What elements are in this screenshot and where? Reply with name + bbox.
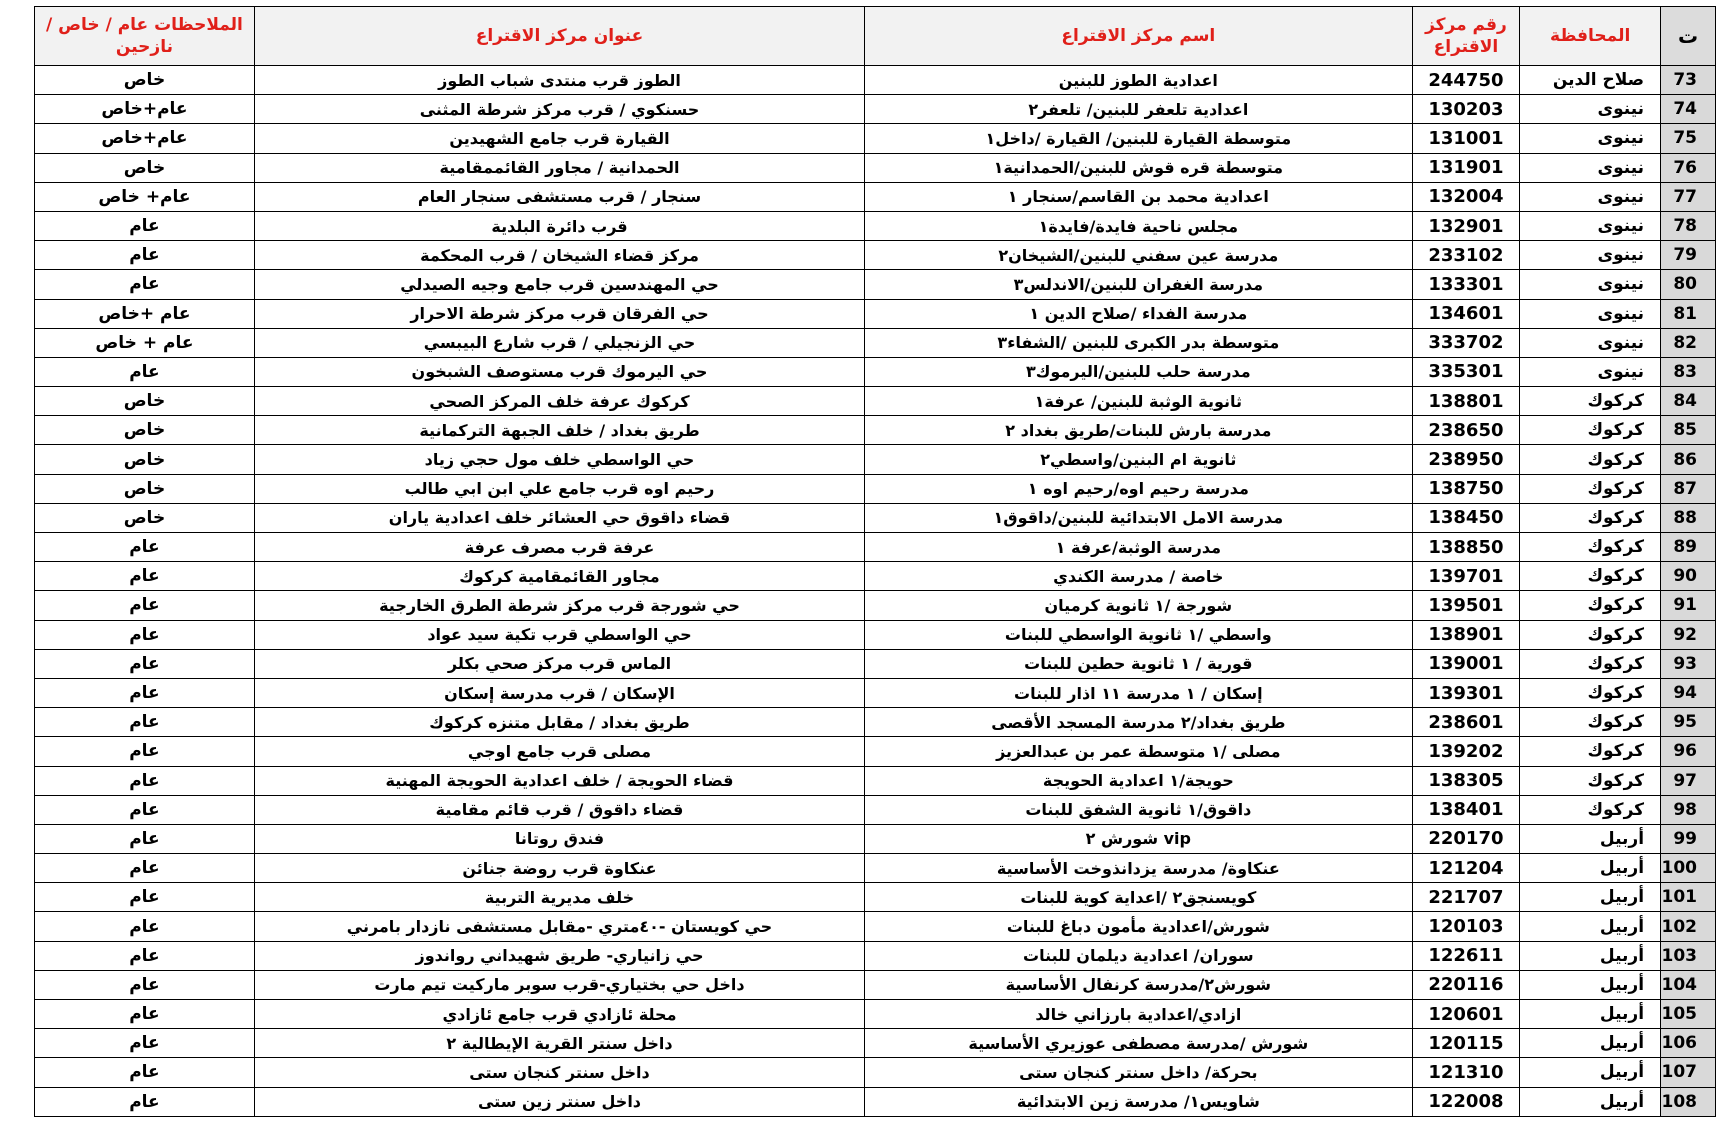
cell-center-address: حي الواسطي قرب تكية سيد عواد	[254, 620, 864, 649]
cell-governorate: كركوك	[1520, 708, 1661, 737]
cell-center-name: واسطي /١ ثانوية الواسطي للبنات	[865, 620, 1413, 649]
cell-center-number: 120601	[1412, 1000, 1520, 1029]
table-row	[35, 270, 1716, 299]
cell-seq: 80	[1661, 270, 1716, 299]
table-row	[35, 95, 1716, 124]
table-row	[35, 678, 1716, 707]
cell-center-number: 138450	[1412, 503, 1520, 532]
cell-center-number: 138305	[1412, 766, 1520, 795]
table-row	[35, 387, 1716, 416]
cell-center-address: حي المهندسين قرب جامع وجيه الصيدلي	[254, 270, 864, 299]
cell-center-number: 133301	[1412, 270, 1520, 299]
cell-seq: 73	[1661, 66, 1716, 95]
cell-seq: 102	[1661, 912, 1716, 941]
cell-seq: 78	[1661, 211, 1716, 240]
table-row	[35, 124, 1716, 153]
cell-center-number: 221707	[1412, 883, 1520, 912]
cell-notes: عام+خاص	[35, 95, 255, 124]
table-row	[35, 766, 1716, 795]
cell-center-name: داقوق/١ ثانوية الشفق للبنات	[865, 795, 1413, 824]
cell-center-address: حي كويستان -٤٠متري -مقابل مستشفى نازدار بامرني	[254, 912, 864, 941]
cell-notes: عام	[35, 912, 255, 941]
table-row	[35, 474, 1716, 503]
cell-notes: عام	[35, 270, 255, 299]
cell-center-name: حويجة/١ اعدادية الحويجة	[865, 766, 1413, 795]
table-row	[35, 533, 1716, 562]
cell-center-address: حي شورجة قرب مركز شرطة الطرق الخارجية	[254, 591, 864, 620]
cell-center-name: خاصة / مدرسة الكندي	[865, 562, 1413, 591]
cell-center-address: حي الزنجيلي / قرب شارع البيبسي	[254, 328, 864, 357]
cell-governorate: نينوى	[1520, 124, 1661, 153]
cell-notes: خاص	[35, 416, 255, 445]
cell-center-name: مدرسة رحيم اوه/رحيم اوه ١	[865, 474, 1413, 503]
cell-governorate: كركوك	[1520, 503, 1661, 532]
cell-center-address: الطوز قرب منتدى شباب الطوز	[254, 66, 864, 95]
cell-center-number: 132004	[1412, 182, 1520, 211]
table-row	[35, 503, 1716, 532]
cell-governorate: أربيل	[1520, 970, 1661, 999]
cell-center-address: فندق روتانا	[254, 824, 864, 853]
cell-center-address: محلة ئازادي قرب جامع ئازادي	[254, 1000, 864, 1029]
cell-center-name: مدرسة عين سفني للبنين/الشيخان٢	[865, 241, 1413, 270]
cell-notes: عام	[35, 591, 255, 620]
cell-governorate: أربيل	[1520, 941, 1661, 970]
table-row	[35, 182, 1716, 211]
table-row	[35, 211, 1716, 240]
cell-seq: 74	[1661, 95, 1716, 124]
header-governorate: المحافظة	[1520, 7, 1661, 66]
cell-governorate: كركوك	[1520, 387, 1661, 416]
cell-center-number: 138850	[1412, 533, 1520, 562]
cell-notes: خاص	[35, 153, 255, 182]
cell-center-number: 138401	[1412, 795, 1520, 824]
table-row	[35, 824, 1716, 853]
cell-center-name: شورجة /١ ثانوية كرميان	[865, 591, 1413, 620]
cell-center-name: كويسنجق٢ /اعداية كوية للبنات	[865, 883, 1413, 912]
table-row	[35, 649, 1716, 678]
cell-center-number: 138801	[1412, 387, 1520, 416]
cell-center-number: 130203	[1412, 95, 1520, 124]
cell-seq: 89	[1661, 533, 1716, 562]
table-row	[35, 970, 1716, 999]
cell-governorate: كركوك	[1520, 445, 1661, 474]
cell-governorate: أربيل	[1520, 912, 1661, 941]
table-row	[35, 1058, 1716, 1087]
cell-notes: عام	[35, 1000, 255, 1029]
table-row	[35, 299, 1716, 328]
table-row	[35, 241, 1716, 270]
cell-governorate: كركوك	[1520, 591, 1661, 620]
cell-notes: عام	[35, 970, 255, 999]
cell-seq: 94	[1661, 678, 1716, 707]
cell-center-number: 238650	[1412, 416, 1520, 445]
cell-center-name: مدرسة الامل الابتدائية للبنين/داقوق١	[865, 503, 1413, 532]
cell-center-number: 122008	[1412, 1087, 1520, 1116]
cell-seq: 101	[1661, 883, 1716, 912]
cell-center-name: عنكاوة/ مدرسة يزدانذوخت الأساسية	[865, 854, 1413, 883]
cell-center-name: مدرسة الوثبة/عرفة ١	[865, 533, 1413, 562]
cell-center-name: اعدادية الطوز للبنين	[865, 66, 1413, 95]
cell-center-name: مجلس ناحية فايدة/فايدة١	[865, 211, 1413, 240]
cell-seq: 100	[1661, 854, 1716, 883]
cell-center-address: قضاء الحويجة / خلف اعدادية الحويجة المهنية	[254, 766, 864, 795]
cell-center-address: عرفة قرب مصرف عرفة	[254, 533, 864, 562]
cell-notes: خاص	[35, 66, 255, 95]
cell-notes: عام	[35, 678, 255, 707]
cell-center-number: 233102	[1412, 241, 1520, 270]
cell-governorate: كركوك	[1520, 416, 1661, 445]
cell-notes: عام +خاص	[35, 299, 255, 328]
cell-seq: 90	[1661, 562, 1716, 591]
header-center-address: عنوان مركز الاقتراع	[254, 7, 864, 66]
cell-center-number: 333702	[1412, 328, 1520, 357]
cell-notes: عام	[35, 737, 255, 766]
cell-center-address: خلف مديرية التربية	[254, 883, 864, 912]
cell-center-number: 139701	[1412, 562, 1520, 591]
table-row	[35, 1029, 1716, 1058]
cell-center-name: مدرسة بارش للبنات/طريق بغداد ٢	[865, 416, 1413, 445]
cell-seq: 77	[1661, 182, 1716, 211]
cell-center-name: شاويس١/ مدرسة زين الابتدائية	[865, 1087, 1413, 1116]
table-row	[35, 357, 1716, 386]
cell-center-address: القيارة قرب جامع الشهيدين	[254, 124, 864, 153]
cell-governorate: كركوك	[1520, 620, 1661, 649]
cell-center-number: 244750	[1412, 66, 1520, 95]
cell-center-name: طريق بغداد/٢ مدرسة المسجد الأقصى	[865, 708, 1413, 737]
cell-governorate: أربيل	[1520, 883, 1661, 912]
cell-governorate: نينوى	[1520, 241, 1661, 270]
cell-governorate: كركوك	[1520, 737, 1661, 766]
cell-seq: 96	[1661, 737, 1716, 766]
table-row	[35, 708, 1716, 737]
cell-center-address: قضاء داقوق / قرب قائم مقامية	[254, 795, 864, 824]
cell-center-name: بحركة/ داخل سنتر كنجان ستى	[865, 1058, 1413, 1087]
cell-seq: 84	[1661, 387, 1716, 416]
cell-center-address: كركوك عرفة خلف المركز الصحي	[254, 387, 864, 416]
cell-seq: 105	[1661, 1000, 1716, 1029]
cell-seq: 92	[1661, 620, 1716, 649]
header-center-name: اسم مركز الاقتراع	[865, 7, 1413, 66]
cell-notes: عام	[35, 533, 255, 562]
cell-seq: 87	[1661, 474, 1716, 503]
cell-notes: خاص	[35, 503, 255, 532]
cell-center-address: حي زانياري- طريق شهيداني رواندوز	[254, 941, 864, 970]
cell-center-number: 220170	[1412, 824, 1520, 853]
cell-notes: عام	[35, 854, 255, 883]
cell-notes: خاص	[35, 474, 255, 503]
cell-notes: عام	[35, 357, 255, 386]
table-row	[35, 912, 1716, 941]
table-row	[35, 1087, 1716, 1116]
cell-governorate: نينوى	[1520, 153, 1661, 182]
cell-notes: عام	[35, 1029, 255, 1058]
cell-notes: عام	[35, 211, 255, 240]
cell-center-number: 132901	[1412, 211, 1520, 240]
cell-center-address: داخل حي بختياري-قرب سوبر ماركيت تيم مارت	[254, 970, 864, 999]
table-row	[35, 591, 1716, 620]
cell-notes: عام	[35, 649, 255, 678]
cell-seq: 99	[1661, 824, 1716, 853]
cell-center-name: vip شورش ٢	[865, 824, 1413, 853]
table-row	[35, 620, 1716, 649]
cell-governorate: أربيل	[1520, 1029, 1661, 1058]
table-row	[35, 562, 1716, 591]
table-row	[35, 445, 1716, 474]
cell-center-number: 120103	[1412, 912, 1520, 941]
cell-governorate: نينوى	[1520, 182, 1661, 211]
cell-notes: عام+خاص	[35, 124, 255, 153]
cell-notes: خاص	[35, 445, 255, 474]
cell-center-address: مجاور القائمقامية كركوك	[254, 562, 864, 591]
cell-center-number: 238950	[1412, 445, 1520, 474]
cell-notes: عام	[35, 1058, 255, 1087]
cell-seq: 79	[1661, 241, 1716, 270]
cell-center-address: داخل سنتر كنجان ستى	[254, 1058, 864, 1087]
cell-center-name: اعدادية محمد بن القاسم/سنجار ١	[865, 182, 1413, 211]
cell-seq: 98	[1661, 795, 1716, 824]
cell-center-name: شورش٢/مدرسة كرنفال الأساسية	[865, 970, 1413, 999]
cell-center-name: اعدادية تلعفر للبنين/ تلعفر٢	[865, 95, 1413, 124]
cell-center-number: 335301	[1412, 357, 1520, 386]
cell-center-name: مدرسة الغفران للبنين/الاندلس٣	[865, 270, 1413, 299]
cell-seq: 82	[1661, 328, 1716, 357]
cell-seq: 86	[1661, 445, 1716, 474]
cell-center-name: متوسطة قره قوش للبنين/الحمدانية١	[865, 153, 1413, 182]
cell-center-number: 139001	[1412, 649, 1520, 678]
cell-center-number: 131001	[1412, 124, 1520, 153]
polling-centers-table	[34, 6, 1716, 1117]
cell-center-number: 122611	[1412, 941, 1520, 970]
cell-governorate: نينوى	[1520, 211, 1661, 240]
cell-seq: 85	[1661, 416, 1716, 445]
table-row	[35, 1000, 1716, 1029]
cell-center-number: 121310	[1412, 1058, 1520, 1087]
cell-seq: 81	[1661, 299, 1716, 328]
cell-governorate: أربيل	[1520, 1087, 1661, 1116]
cell-governorate: أربيل	[1520, 1058, 1661, 1087]
cell-center-address: مصلى قرب جامع اوجي	[254, 737, 864, 766]
cell-notes: عام	[35, 941, 255, 970]
cell-notes: عام	[35, 562, 255, 591]
cell-center-address: الإسكان / قرب مدرسة إسكان	[254, 678, 864, 707]
cell-center-number: 139501	[1412, 591, 1520, 620]
cell-notes: عام+ خاص	[35, 182, 255, 211]
cell-center-number: 134601	[1412, 299, 1520, 328]
cell-center-name: شورش/اعدادية مأمون دباغ للبنات	[865, 912, 1413, 941]
cell-center-address: رحيم اوه قرب جامع علي ابن ابي طالب	[254, 474, 864, 503]
cell-notes: عام	[35, 883, 255, 912]
cell-governorate: كركوك	[1520, 474, 1661, 503]
table-row	[35, 941, 1716, 970]
cell-center-number: 131901	[1412, 153, 1520, 182]
cell-center-number: 238601	[1412, 708, 1520, 737]
cell-governorate: نينوى	[1520, 328, 1661, 357]
cell-governorate: كركوك	[1520, 649, 1661, 678]
cell-center-number: 138901	[1412, 620, 1520, 649]
cell-notes: عام + خاص	[35, 328, 255, 357]
cell-center-name: شورش /مدرسة مصطفى عوزيري الأساسية	[865, 1029, 1413, 1058]
cell-seq: 83	[1661, 357, 1716, 386]
cell-notes: خاص	[35, 387, 255, 416]
cell-seq: 103	[1661, 941, 1716, 970]
cell-center-address: حي الواسطي خلف مول حجي زياد	[254, 445, 864, 474]
cell-center-number: 120115	[1412, 1029, 1520, 1058]
cell-seq: 106	[1661, 1029, 1716, 1058]
cell-seq: 108	[1661, 1087, 1716, 1116]
cell-governorate: كركوك	[1520, 795, 1661, 824]
cell-notes: عام	[35, 708, 255, 737]
table-row	[35, 153, 1716, 182]
table-row	[35, 416, 1716, 445]
cell-governorate: نينوى	[1520, 270, 1661, 299]
header-notes: الملاحظات عام / خاص / نازحين	[35, 7, 255, 66]
cell-center-name: سوران/ اعدادية ديلمان للبنات	[865, 941, 1413, 970]
table-row	[35, 883, 1716, 912]
cell-governorate: أربيل	[1520, 854, 1661, 883]
cell-center-name: إسكان / ١ مدرسة ١١ اذار للبنات	[865, 678, 1413, 707]
cell-seq: 97	[1661, 766, 1716, 795]
cell-center-address: قضاء داقوق حي العشائر خلف اعدادية ياران	[254, 503, 864, 532]
cell-notes: عام	[35, 1087, 255, 1116]
table-row	[35, 737, 1716, 766]
cell-governorate: نينوى	[1520, 357, 1661, 386]
table-row	[35, 328, 1716, 357]
cell-center-name: ثانوية ام البنين/واسطي٢	[865, 445, 1413, 474]
cell-center-address: داخل سنتر القرية الإيطالية ٢	[254, 1029, 864, 1058]
cell-center-number: 138750	[1412, 474, 1520, 503]
cell-governorate: كركوك	[1520, 766, 1661, 795]
cell-center-number: 220116	[1412, 970, 1520, 999]
table-row	[35, 854, 1716, 883]
cell-seq: 75	[1661, 124, 1716, 153]
cell-notes: عام	[35, 795, 255, 824]
cell-center-address: حي اليرموك قرب مستوصف الشبخون	[254, 357, 864, 386]
cell-seq: 104	[1661, 970, 1716, 999]
cell-seq: 93	[1661, 649, 1716, 678]
cell-notes: عام	[35, 241, 255, 270]
cell-center-name: متوسطة القيارة للبنين/ القيارة /داخل١	[865, 124, 1413, 153]
cell-seq: 91	[1661, 591, 1716, 620]
header-row	[35, 7, 1716, 66]
cell-center-address: حسنكوي / قرب مركز شرطة المثنى	[254, 95, 864, 124]
table-row	[35, 795, 1716, 824]
header-seq: ت	[1661, 7, 1716, 66]
cell-notes: عام	[35, 824, 255, 853]
cell-center-name: ازادي/اعدادية بارزاني خالد	[865, 1000, 1413, 1029]
cell-center-address: الحمدانية / مجاور القائممقامية	[254, 153, 864, 182]
cell-center-address: عنكاوة قرب روضة جنائن	[254, 854, 864, 883]
cell-center-name: مدرسة حلب للبنين/اليرموك٣	[865, 357, 1413, 386]
cell-center-name: متوسطة بدر الكبرى للبنين /الشفاء٣	[865, 328, 1413, 357]
cell-seq: 76	[1661, 153, 1716, 182]
cell-seq: 95	[1661, 708, 1716, 737]
cell-seq: 107	[1661, 1058, 1716, 1087]
cell-center-name: ثانوية الوثبة للبنين/ عرفة١	[865, 387, 1413, 416]
cell-center-address: سنجار / قرب مستشفى سنجار العام	[254, 182, 864, 211]
cell-governorate: كركوك	[1520, 533, 1661, 562]
cell-governorate: كركوك	[1520, 562, 1661, 591]
cell-center-number: 139301	[1412, 678, 1520, 707]
cell-notes: عام	[35, 620, 255, 649]
cell-center-number: 121204	[1412, 854, 1520, 883]
cell-seq: 88	[1661, 503, 1716, 532]
table-row	[35, 66, 1716, 95]
header-center-number: رقم مركز الاقتراع	[1412, 7, 1520, 66]
cell-center-address: داخل سنتر زين ستى	[254, 1087, 864, 1116]
cell-governorate: أربيل	[1520, 824, 1661, 853]
cell-center-address: الماس قرب مركز صحي بكلر	[254, 649, 864, 678]
cell-governorate: نينوى	[1520, 299, 1661, 328]
cell-center-address: قرب دائرة البلدية	[254, 211, 864, 240]
cell-center-name: قورية / ١ ثانوية حطين للبنات	[865, 649, 1413, 678]
cell-center-address: حي الفرقان قرب مركز شرطة الاحرار	[254, 299, 864, 328]
cell-center-address: طريق بغداد / خلف الجبهة التركمانية	[254, 416, 864, 445]
cell-governorate: صلاح الدين	[1520, 66, 1661, 95]
cell-center-name: مدرسة الفداء /صلاح الدين ١	[865, 299, 1413, 328]
cell-center-address: مركز قضاء الشيخان / قرب المحكمة	[254, 241, 864, 270]
cell-governorate: نينوى	[1520, 95, 1661, 124]
cell-center-name: مصلى /١ متوسطة عمر بن عبدالعزيز	[865, 737, 1413, 766]
cell-notes: عام	[35, 766, 255, 795]
cell-governorate: أربيل	[1520, 1000, 1661, 1029]
cell-governorate: كركوك	[1520, 678, 1661, 707]
cell-center-number: 139202	[1412, 737, 1520, 766]
cell-center-address: طريق بغداد / مقابل متنزه كركوك	[254, 708, 864, 737]
